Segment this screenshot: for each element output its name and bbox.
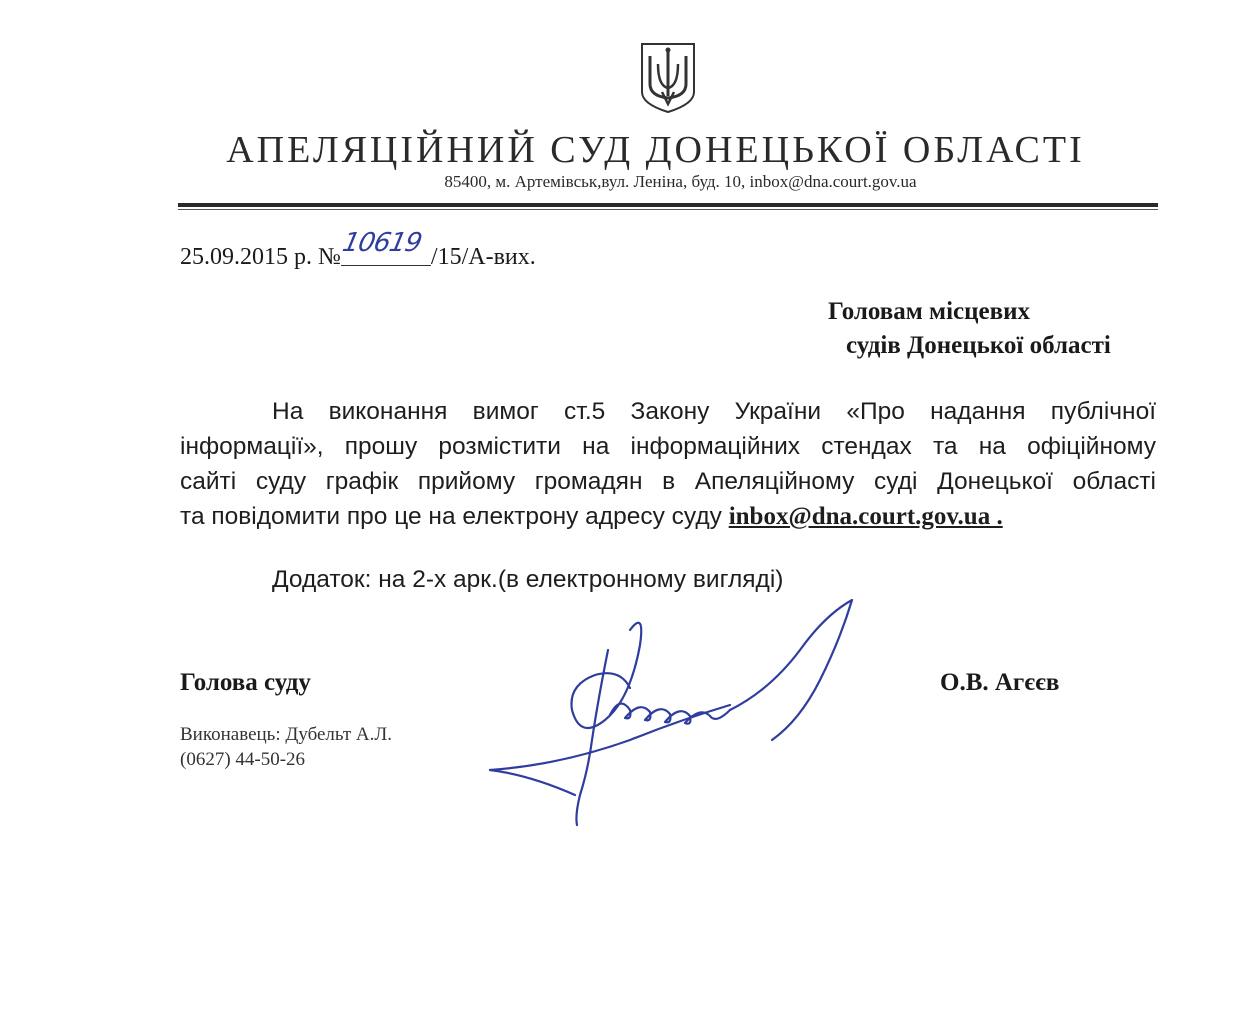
signer-name: О.В. Агєєв [940,669,1060,696]
body-line-4 [180,499,1156,534]
body-line-1: На виконання вимог ст.5 Закону України «Про надання публічної [272,398,1156,425]
court-email: inbox@dna.court.gov.ua . [728,503,1003,530]
outgoing-reference [180,228,536,271]
body-line-3: сайті суду графік прийому громадян в Апеляційному суді Донецької області [180,468,1156,495]
outgoing-number-field [339,228,431,264]
body-line-4-text: та повідомити про це на електрону адресу суду [180,503,729,530]
trident-emblem-icon [636,42,700,114]
attachment-note: Додаток: на 2-х арк.(в електронному вигляді) [272,566,784,593]
recipient-line-1: Головам місцевих [828,298,1031,325]
court-address: 85400, м. Артемівськ,вул. Леніна, буд. 10, inbox@dna.court.gov.ua [444,172,917,191]
signer-role: Голова суду [180,669,311,696]
letterhead-divider-thin [178,209,1158,210]
body-line-2: інформації», прошу розмістити на інформаційних стендах та на офіційному [180,433,1156,460]
recipient-line-2: судів Донецької області [846,332,1111,359]
outgoing-suffix: /15/А-вих. [430,244,536,270]
handwritten-signature-icon [480,590,870,840]
executor-name: Виконавець: Дубельт А.Л. [180,724,393,745]
executor-phone: (0627) 44-50-26 [180,749,306,770]
court-name: АПЕЛЯЦІЙНИЙ СУД ДОНЕЦЬКОЇ ОБЛАСТІ [226,129,1085,171]
letterhead-divider [178,203,1158,207]
handwritten-number: 10619 [339,228,424,258]
letter-body [180,394,1156,534]
outgoing-date: 25.09.2015 р. № [180,244,341,270]
